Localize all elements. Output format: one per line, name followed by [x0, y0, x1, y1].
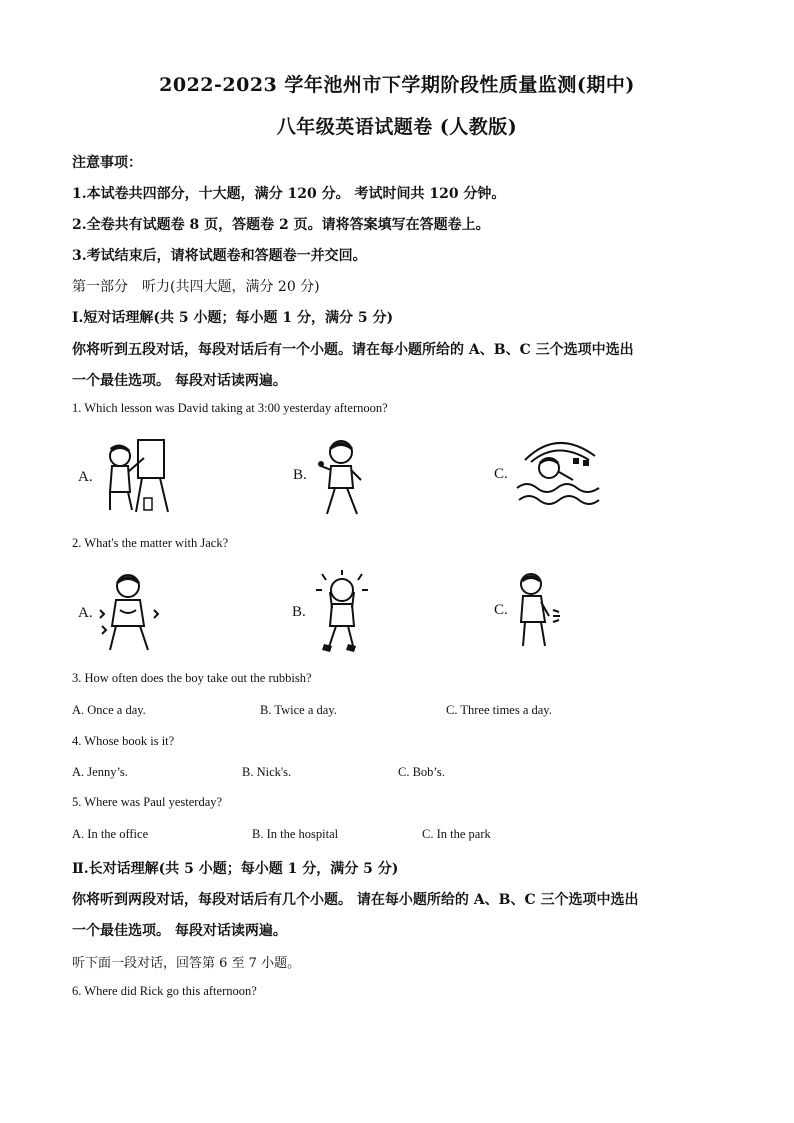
notice-item-1: 1.本试卷共四部分，十大题，满分 120 分。 考试时间共 120 分钟。 [72, 186, 506, 202]
section2-heading: Ⅱ.长对话理解(共 5 小题；每小题 1 分，满分 5 分) [72, 861, 399, 877]
backache-boy-icon [513, 570, 563, 650]
section2-instruction-1: 你将听到两段对话，每段对话后有几个小题。 请在每小题所给的 A、B、C 三个选项中选出 [72, 892, 639, 908]
q4-option-c: C. Bob’s. [398, 765, 445, 779]
q5-option-b: B. In the hospital [252, 827, 339, 841]
q1-option-b-label: B. [293, 467, 307, 483]
notice-item-3: 3.考试结束后，请将试题卷和答题卷一并交回。 [72, 248, 367, 264]
q5-option-a: A. In the office [72, 827, 149, 841]
question-5: 5. Where was Paul yesterday? [72, 795, 223, 809]
question-4: 4. Whose book is it? [72, 734, 175, 748]
question-1: 1. Which lesson was David taking at 3:00 yesterday afternoon? [72, 401, 388, 415]
q1-option-a-label: A. [78, 469, 93, 485]
section2-instruction-2: 一个最佳选项。 每段对话读两遍。 [72, 923, 287, 939]
question-2: 2. What's the matter with Jack? [72, 536, 229, 550]
painting-boy-icon [98, 434, 178, 516]
exam-title: 2022-2023 学年池州市下学期阶段性质量监测(期中) [159, 74, 635, 96]
q1-option-c-label: C. [494, 466, 508, 482]
notice-heading: 注意事项： [72, 155, 142, 171]
question-3: 3. How often does the boy take out the rubbish? [72, 671, 312, 685]
q4-option-b: B. Nick's. [242, 765, 292, 779]
exam-subtitle: 八年级英语试题卷 (人教版) [276, 116, 518, 138]
swimming-boy-icon [513, 432, 603, 508]
q2-option-a-label: A. [78, 605, 93, 621]
q2-option-c-label: C. [494, 602, 508, 618]
section1-instruction-2: 一个最佳选项。 每段对话读两遍。 [72, 373, 287, 389]
q2-option-b-label: B. [292, 604, 306, 620]
q5-option-c: C. In the park [422, 827, 491, 841]
section1-heading: Ⅰ.短对话理解(共 5 小题；每小题 1 分，满分 5 分) [72, 310, 394, 326]
q3-option-a: A. Once a day. [72, 703, 146, 717]
question-6: 6. Where did Rick go this afternoon? [72, 984, 257, 998]
section1-instruction-1: 你将听到五段对话，每段对话后有一个小题。请在每小题所给的 A、B、C 三个选项中选出 [72, 342, 634, 358]
singing-boy-icon [313, 436, 369, 518]
headache-boy-icon [312, 570, 372, 654]
q3-option-b: B. Twice a day. [260, 703, 337, 717]
listen-note: 听下面一段对话，回答第 6 至 7 小题。 [72, 956, 301, 971]
q4-option-a: A. Jenny’s. [72, 765, 128, 779]
q3-option-c: C. Three times a day. [446, 703, 552, 717]
notice-item-2: 2.全卷共有试题卷 8 页，答题卷 2 页。请将答案填写在答题卷上。 [72, 217, 490, 233]
stomachache-boy-icon [98, 570, 164, 654]
part1-heading: 第一部分 听力(共四大题，满分 20 分) [72, 279, 320, 295]
